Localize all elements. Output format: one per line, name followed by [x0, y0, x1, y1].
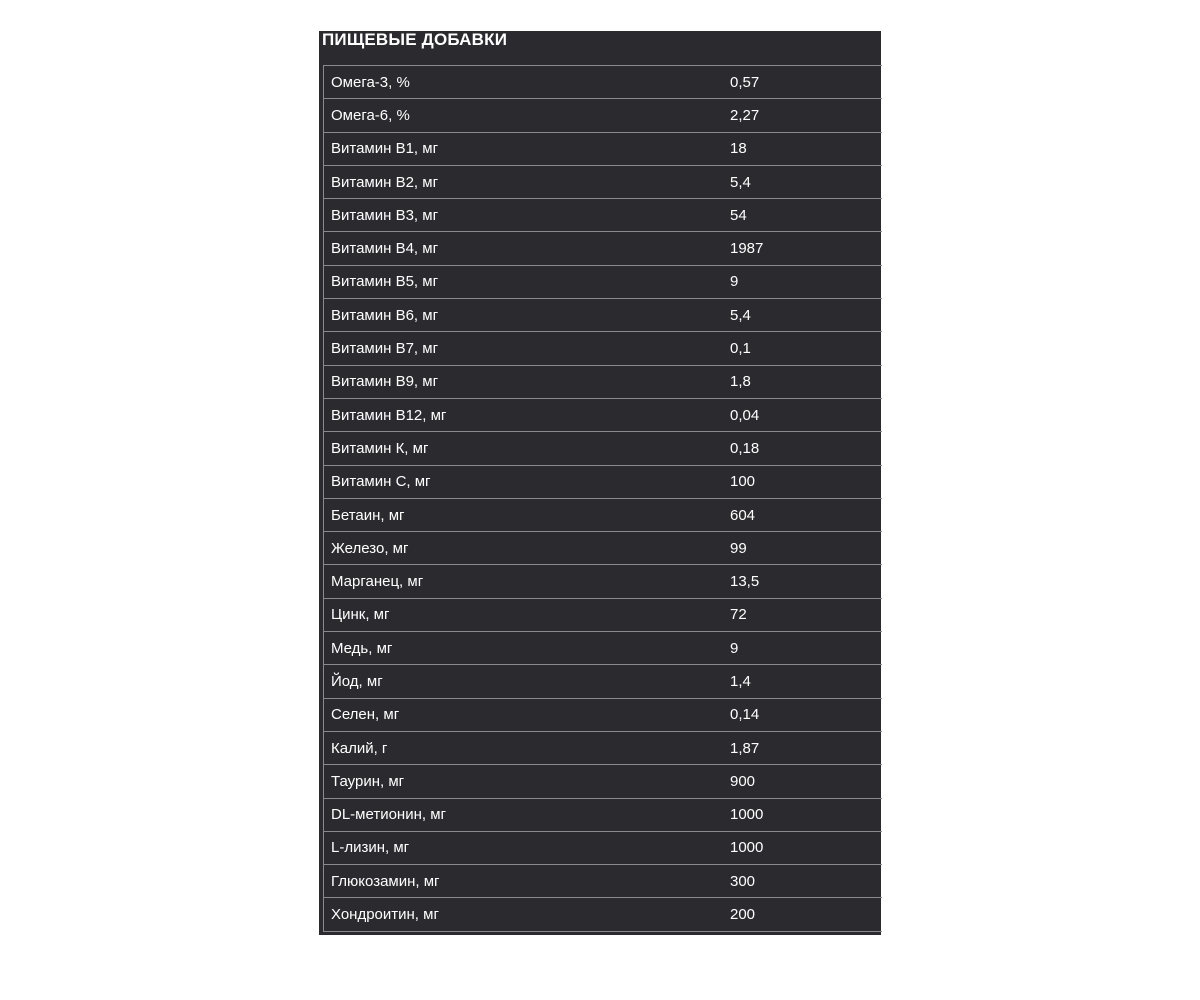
nutrient-value: 99	[730, 539, 747, 557]
table-row	[324, 232, 882, 265]
table-row	[324, 133, 882, 166]
nutrient-value: 1000	[730, 839, 764, 857]
nutrient-name: Таурин, мг	[331, 772, 405, 790]
supplements-table	[323, 65, 882, 932]
nutrient-value: 5,4	[730, 306, 751, 324]
nutrient-value: 100	[730, 473, 756, 491]
nutrient-value: 1,87	[730, 739, 760, 757]
table-row	[324, 898, 882, 931]
nutrient-value: 0,57	[730, 73, 760, 91]
section-title: ПИЩЕВЫЕ ДОБАВКИ	[322, 30, 508, 49]
table-row	[324, 99, 882, 132]
nutrient-value: 72	[730, 606, 747, 624]
nutrient-name: Медь, мг	[331, 639, 393, 657]
table-row	[324, 466, 882, 499]
table-row	[324, 565, 882, 598]
nutrient-value: 13,5	[730, 573, 760, 591]
nutrient-name: L-лизин, мг	[331, 839, 410, 857]
nutrient-name: Железо, мг	[331, 539, 409, 557]
table-row	[324, 199, 882, 232]
nutrient-value: 604	[730, 506, 756, 524]
nutrient-value: 200	[730, 906, 756, 924]
table-row	[324, 399, 882, 432]
table-row	[324, 432, 882, 465]
nutrient-name: Йод, мг	[331, 672, 383, 690]
nutrient-value: 2,27	[730, 106, 760, 124]
table-row	[324, 732, 882, 765]
nutrient-value: 18	[730, 140, 747, 158]
nutrient-name: Витамин В3, мг	[331, 206, 439, 224]
nutrient-name: Бетаин, мг	[331, 506, 405, 524]
nutrient-value: 0,14	[730, 706, 760, 724]
nutrient-value: 5,4	[730, 173, 751, 191]
nutrient-name: Хондроитин, мг	[331, 906, 439, 924]
nutrient-value: 54	[730, 206, 747, 224]
nutrient-name: Глюкозамин, мг	[331, 872, 440, 890]
nutrient-value: 9	[730, 273, 739, 291]
table-row	[324, 299, 882, 332]
nutrient-name: Омега-3, %	[331, 73, 410, 91]
nutrient-name: Витамин В6, мг	[331, 306, 439, 324]
nutrient-value: 300	[730, 872, 756, 890]
nutrient-name: Витамин К, мг	[331, 439, 429, 457]
nutrient-name: Витамин В4, мг	[331, 240, 439, 258]
nutrient-name: Витамин С, мг	[331, 473, 431, 491]
table-row	[324, 599, 882, 632]
nutrient-value: 9	[730, 639, 739, 657]
table-row	[324, 832, 882, 865]
nutrient-name: Марганец, мг	[331, 573, 424, 591]
nutrient-name: Витамин В12, мг	[331, 406, 447, 424]
table-row	[324, 499, 882, 532]
nutrient-value: 0,04	[730, 406, 760, 424]
table-row	[324, 166, 882, 199]
nutrient-value: 1987	[730, 240, 764, 258]
nutrient-value: 1,8	[730, 373, 751, 391]
table-row	[324, 66, 882, 99]
nutrient-name: DL-метионин, мг	[331, 806, 446, 824]
table-row	[324, 366, 882, 399]
nutrient-name: Омега-6, %	[331, 106, 410, 124]
nutrient-name: Витамин В1, мг	[331, 140, 439, 158]
table-row	[324, 266, 882, 299]
nutrient-value: 0,18	[730, 439, 760, 457]
table-row	[324, 865, 882, 898]
nutrient-value: 1,4	[730, 672, 751, 690]
nutrient-name: Витамин В5, мг	[331, 273, 439, 291]
nutrient-name: Витамин В7, мг	[331, 340, 439, 358]
supplements-panel	[319, 31, 881, 935]
table-row	[324, 699, 882, 732]
table-row	[324, 632, 882, 665]
table-row	[324, 332, 882, 365]
table-row	[324, 799, 882, 832]
nutrient-name: Витамин В2, мг	[331, 173, 439, 191]
nutrient-name: Витамин В9, мг	[331, 373, 439, 391]
table-row	[324, 765, 882, 798]
nutrient-name: Селен, мг	[331, 706, 400, 724]
nutrient-value: 0,1	[730, 340, 751, 358]
nutrient-value: 900	[730, 772, 756, 790]
table-row	[324, 665, 882, 698]
nutrient-value: 1000	[730, 806, 764, 824]
nutrient-name: Калий, г	[331, 739, 388, 757]
table-row	[324, 532, 882, 565]
nutrient-name: Цинк, мг	[331, 606, 390, 624]
